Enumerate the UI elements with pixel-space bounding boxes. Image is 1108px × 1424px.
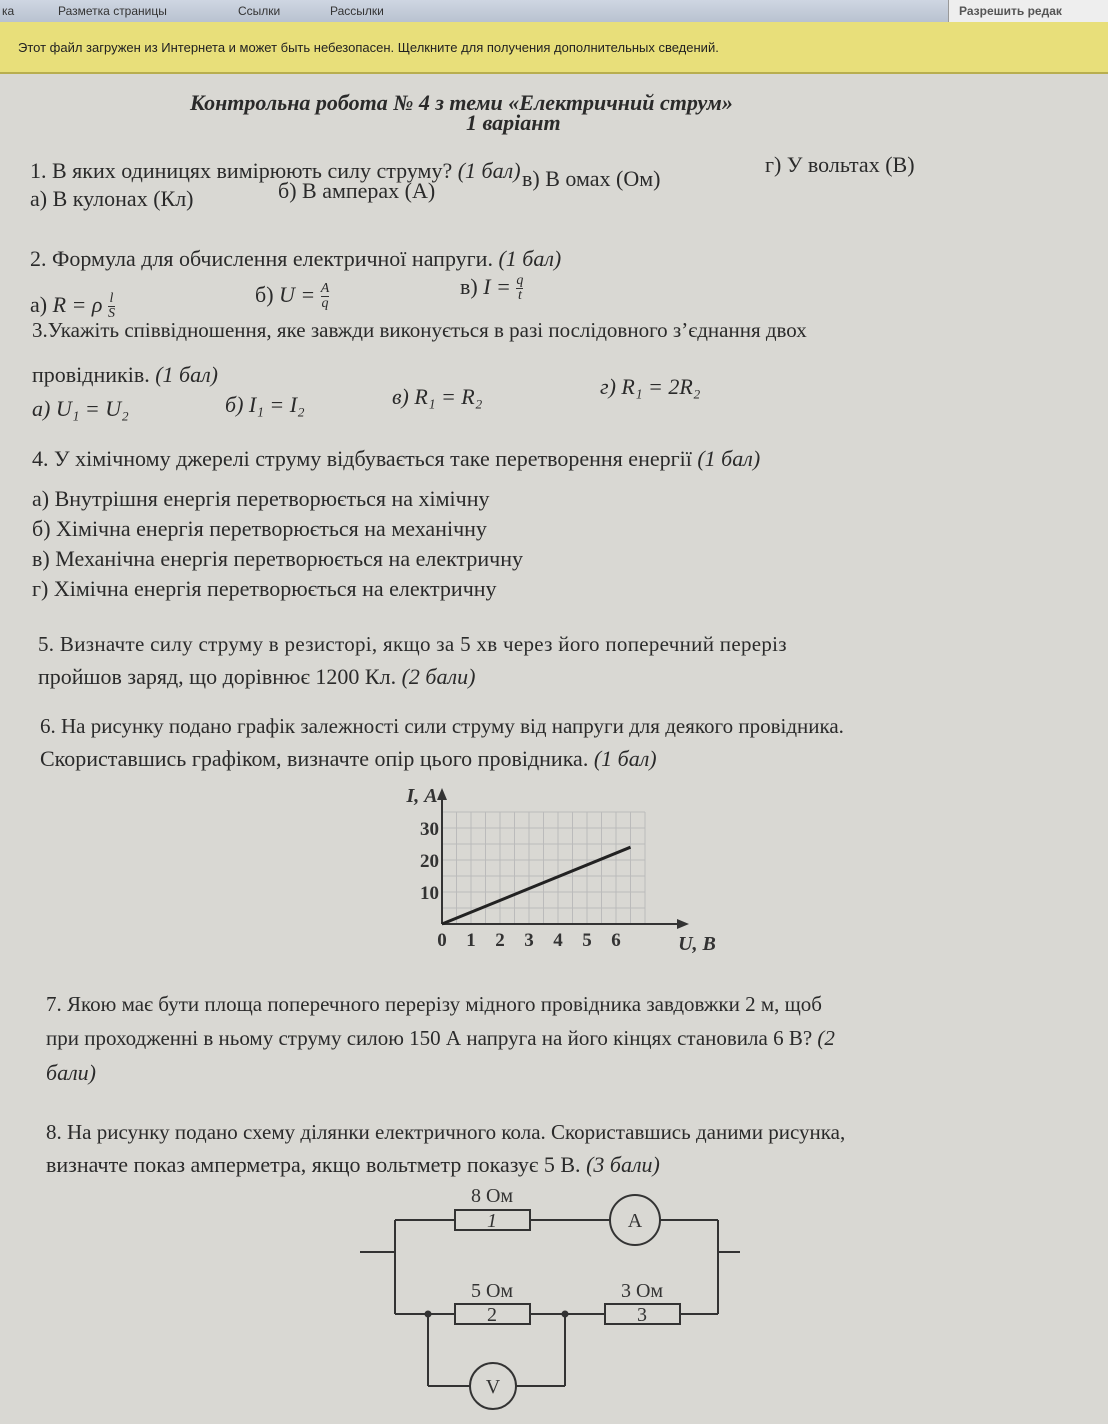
r3-label: 3 (637, 1304, 647, 1326)
current-voltage-graph (380, 780, 716, 970)
q3-option-b: б) I₁ = I₂ (225, 392, 305, 417)
q2-c-numerator: q (516, 273, 524, 289)
junction-dot (425, 1311, 432, 1318)
x-tick-label: 1 (466, 930, 476, 951)
q2-a-formula: R = ρ (52, 292, 103, 317)
q3-line1: 3.Укажіть співвідношення, яке завжди виконується в разі послідовного з’єднання двох (32, 318, 807, 342)
q2-c-formula: I = (483, 274, 511, 299)
x-tick-label: 5 (582, 930, 592, 951)
q7-points-start: (2 (817, 1026, 835, 1050)
q2-b-label: б) (255, 282, 274, 307)
q4-text (32, 446, 760, 472)
q2-b-denominator: q (321, 296, 329, 312)
q8-points: (3 бали) (586, 1152, 660, 1177)
q2-b-numerator: A (320, 281, 330, 297)
r3-value: 3 Ом (620, 1280, 664, 1302)
q6-line2 (40, 746, 657, 772)
q2-c-fraction (516, 274, 523, 303)
q1-option-a: а) В кулонах (Кл) (30, 186, 194, 211)
document-page (0, 74, 1108, 1424)
q1-option-c: в) В омах (Ом) (522, 166, 661, 191)
r1-value: 8 Ом (470, 1185, 514, 1207)
q2-option-c (460, 274, 523, 303)
q3-option-d: г) R₁ = 2R₂ (600, 374, 701, 399)
q7-line2 (46, 1026, 835, 1051)
r2-label: 2 (487, 1304, 497, 1326)
x-tick-label: 3 (524, 930, 534, 951)
word-ribbon (0, 0, 1108, 22)
x-tick-label: 2 (495, 930, 505, 951)
q2-question: 2. Формула для обчислення електричної напруги. (30, 246, 493, 271)
q5-line1: 5. Визначте силу струму в резисторі, якщо за 5 хв через його поперечний переріз (38, 632, 787, 656)
q2-c-denominator: t (517, 288, 522, 304)
q2-b-formula: U = (279, 282, 316, 307)
q3-line2 (32, 362, 218, 388)
ammeter-label: A (627, 1210, 643, 1232)
x-tick-label: 6 (611, 930, 621, 951)
q6-line2-text: Скориставшись графіком, визначте опір цього провідника. (40, 746, 589, 771)
q1-points: (1 бал) (457, 158, 521, 183)
ribbon-tab-page-layout[interactable]: Разметка страницы (58, 4, 167, 18)
doc-title: Контрольна робота № 4 з теми «Електричний струм» (190, 90, 733, 115)
q2-text (30, 246, 561, 272)
data-line-current-voltage (442, 847, 631, 924)
circuit-diagram (340, 1174, 760, 1414)
q3-option-a: а) U₁ = U₂ (32, 396, 129, 421)
q2-a-label: а) (30, 292, 48, 317)
x-tick-label: 4 (553, 930, 563, 951)
q1-text (30, 158, 521, 184)
q3-option-c: в) R₁ = R₂ (392, 384, 483, 409)
q4-question: 4. У хімічному джерелі струму відбувається таке перетворення енергії (32, 446, 692, 471)
x-tick-label: 0 (437, 930, 447, 951)
r2-value: 5 Ом (470, 1280, 514, 1302)
q3-points: (1 бал) (155, 362, 219, 387)
q2-b-fraction (321, 282, 330, 311)
y-axis-label: I, А (406, 785, 438, 807)
q8-line1: 8. На рисунку подано схему ділянки електричного кола. Скориставшись даними рисунка, (46, 1120, 846, 1144)
q3-line2-text: провідників. (32, 362, 150, 387)
q4-option-c: в) Механічна енергія перетворюється на електричну (32, 546, 523, 571)
q2-points: (1 бал) (498, 246, 562, 271)
q1-question: 1. В яких одиницях вимірюють силу струму? (30, 158, 453, 183)
q6-line1: 6. На рисунку подано графік залежності сили струму від напруги для деякого провідника. (40, 714, 844, 738)
q1-option-b: б) В амперах (А) (278, 178, 436, 203)
q4-option-d: г) Хімічна енергія перетворюється на електричну (32, 576, 497, 601)
q5-line2 (38, 664, 475, 690)
q2-a-numerator: l (109, 291, 114, 307)
q1-option-d: г) У вольтах (В) (765, 152, 915, 177)
q4-option-b: б) Хімічна енергія перетворюється на механічну (32, 516, 487, 541)
q5-points: (2 бали) (401, 664, 476, 689)
q7-line1: 7. Якою має бути площа поперечного перерізу мідного провідника завдовжки 2 м, щоб (46, 992, 822, 1016)
q7-points-end: бали) (46, 1060, 96, 1085)
ribbon-tab-references[interactable]: Ссылки (238, 4, 281, 18)
q2-option-b (255, 282, 329, 311)
q4-option-a: а) Внутрішня енергія перетворюється на хімічну (32, 486, 490, 511)
q2-c-label: в) (460, 274, 478, 299)
q4-points: (1 бал) (697, 446, 761, 471)
q2-a-denominator: S (107, 306, 115, 322)
doc-variant: 1 варіант (466, 110, 561, 135)
junction-dot (562, 1311, 569, 1318)
q7-line2-text: при проходженні в ньому струму силою 150 А напруга на його кінцях становила 6 В? (46, 1026, 813, 1050)
voltmeter-label: V (485, 1376, 501, 1398)
q6-points: (1 бал) (593, 746, 657, 771)
r1-label: 1 (487, 1210, 497, 1232)
x-axis-arrow (677, 919, 689, 929)
protected-view-message[interactable]: Этот файл загружен из Интернета и может быть небезопасен. Щелкните для получения дополнительных сведений. (18, 40, 719, 55)
y-tick-label: 30 (420, 819, 439, 840)
q5-line2-text: пройшов заряд, що дорівнює 1200 Кл. (38, 664, 397, 689)
ribbon-tab-home[interactable]: ка (2, 4, 15, 18)
y-tick-label: 10 (420, 883, 439, 904)
protected-view-bar[interactable] (0, 22, 1108, 74)
q8-line2-text: визначте показ амперметра, якщо вольтметр показує 5 В. (46, 1152, 581, 1177)
y-axis-arrow (437, 788, 447, 800)
y-tick-label: 20 (420, 851, 439, 872)
enable-editing-button[interactable]: Разрешить редак (948, 0, 1108, 22)
x-axis-label: U, В (678, 933, 716, 955)
ribbon-tab-mailings[interactable]: Рассылки (330, 4, 384, 18)
